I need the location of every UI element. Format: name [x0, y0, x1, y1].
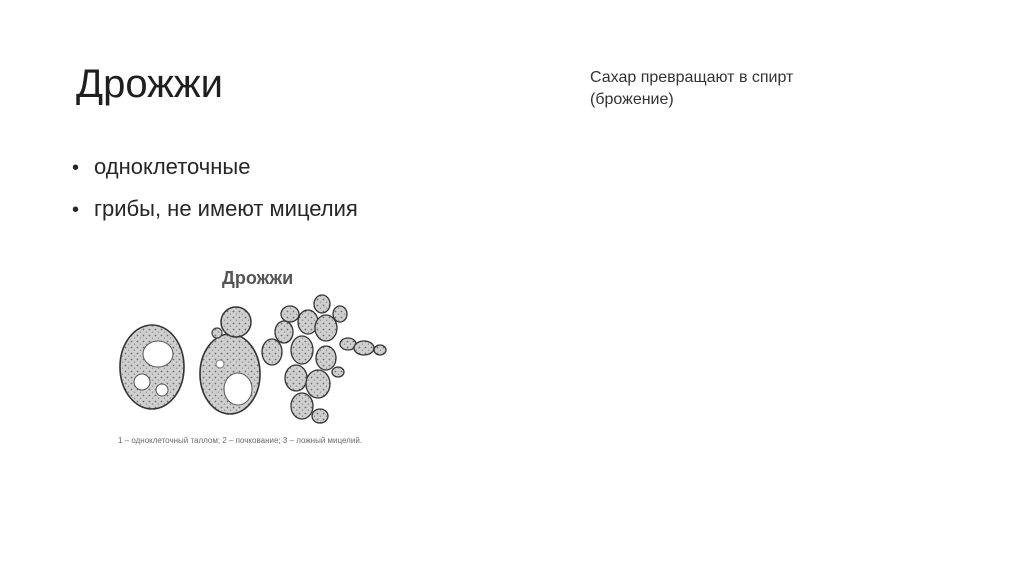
bullet-text: грибы, не имеют мицелия	[94, 196, 358, 221]
figure-title: Дрожжи	[222, 268, 294, 288]
pseudomycelium-drawing	[262, 295, 386, 423]
bullet-item	[72, 154, 358, 196]
side-note	[590, 67, 793, 111]
bullet-marker: •	[72, 157, 80, 179]
single-cell-drawing	[120, 325, 184, 409]
bullet-marker: •	[72, 199, 80, 221]
side-note-line-2: (брожение)	[590, 91, 674, 108]
bullet-list	[72, 154, 358, 238]
bullet-item	[72, 196, 358, 238]
figure-caption: 1 – одноклеточный таллом; 2 – почкование; 3 – ложный мицелий.	[118, 436, 363, 445]
yeast-figure	[112, 262, 402, 452]
slide-title: Дрожжи	[76, 62, 223, 106]
budding-cell-drawing	[200, 307, 260, 414]
side-note-line-1: Сахар превращают в спирт	[590, 69, 794, 86]
yeast-illustration	[112, 292, 402, 432]
bullet-text: одноклеточные	[94, 154, 251, 179]
